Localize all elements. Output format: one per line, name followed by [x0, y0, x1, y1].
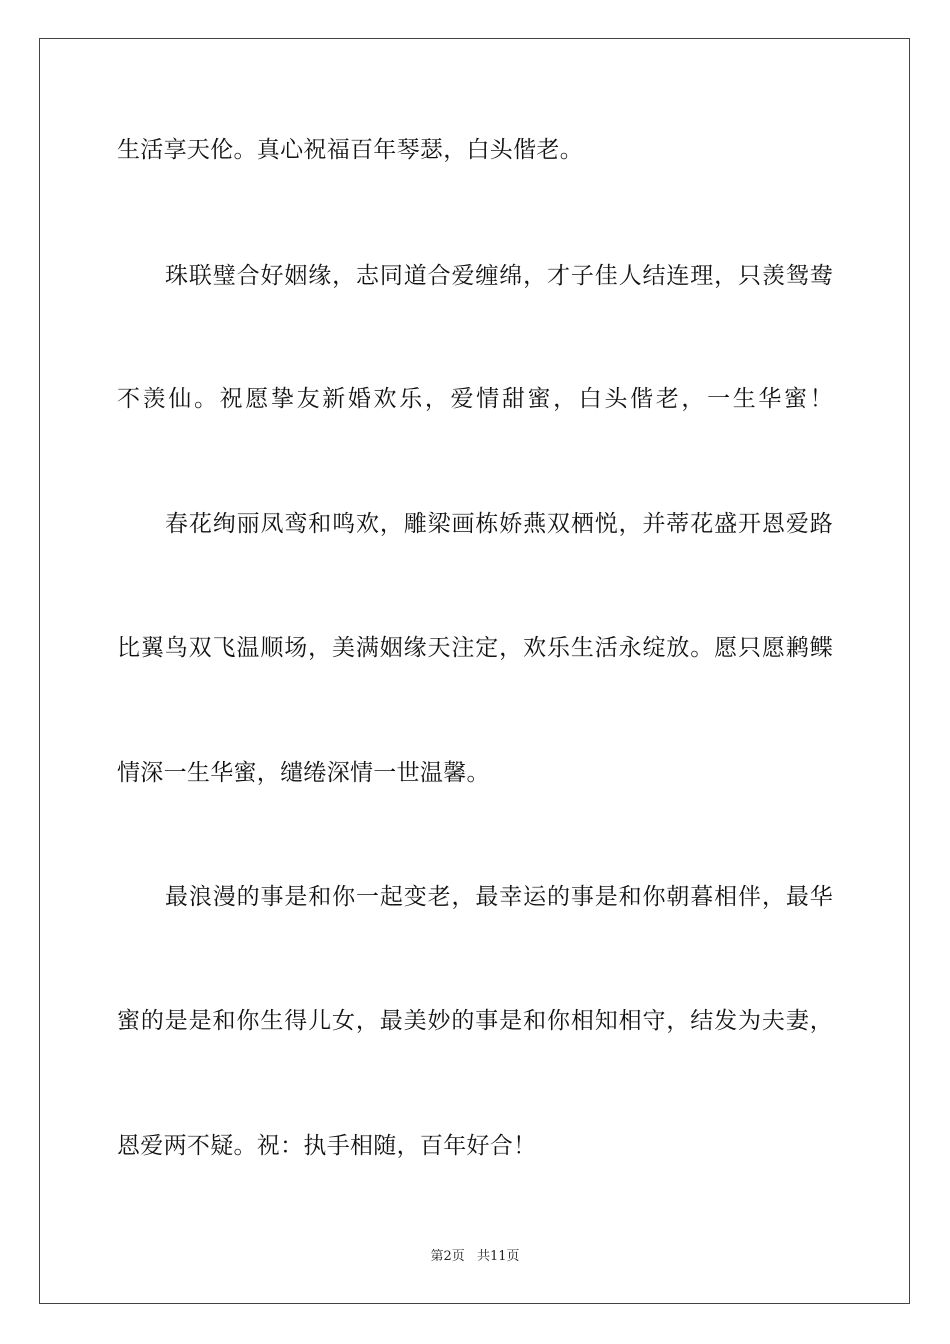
page-number: 第2页 [430, 1249, 465, 1264]
text-line: 最浪漫的事是和你一起变老，最幸运的事是和你朝暮相伴，最华 [165, 884, 833, 910]
text-line: 珠联璧合好姻缘，志同道合爱缠绵，才子佳人结连理，只羡鸳鸯 [165, 263, 833, 289]
text-line: 春花绚丽凤鸾和鸣欢，雕梁画栋娇燕双栖悦，并蒂花盛开恩爱路 [165, 511, 833, 537]
text-line: 蜜的是是和你生得儿女，最美妙的事是和你相知相守，结发为夫妻， [117, 1008, 833, 1034]
page-footer [0, 1248, 950, 1266]
text-line: 不羡仙。祝愿挚友新婚欢乐，爱情甜蜜，白头偕老，一生华蜜！ [117, 386, 833, 412]
text-line: 情深一生华蜜，缱绻深情一世温馨。 [117, 760, 490, 786]
page-total: 共11页 [476, 1249, 520, 1264]
text-line: 生活享天伦。真心祝福百年琴瑟，白头偕老。 [117, 137, 583, 163]
page-border [39, 38, 910, 1304]
text-line: 比翼鸟双飞温顺场，美满姻缘天注定，欢乐生活永绽放。愿只愿鹣鲽 [117, 635, 833, 661]
text-line: 恩爱两不疑。祝：执手相随，百年好合！ [117, 1133, 537, 1159]
